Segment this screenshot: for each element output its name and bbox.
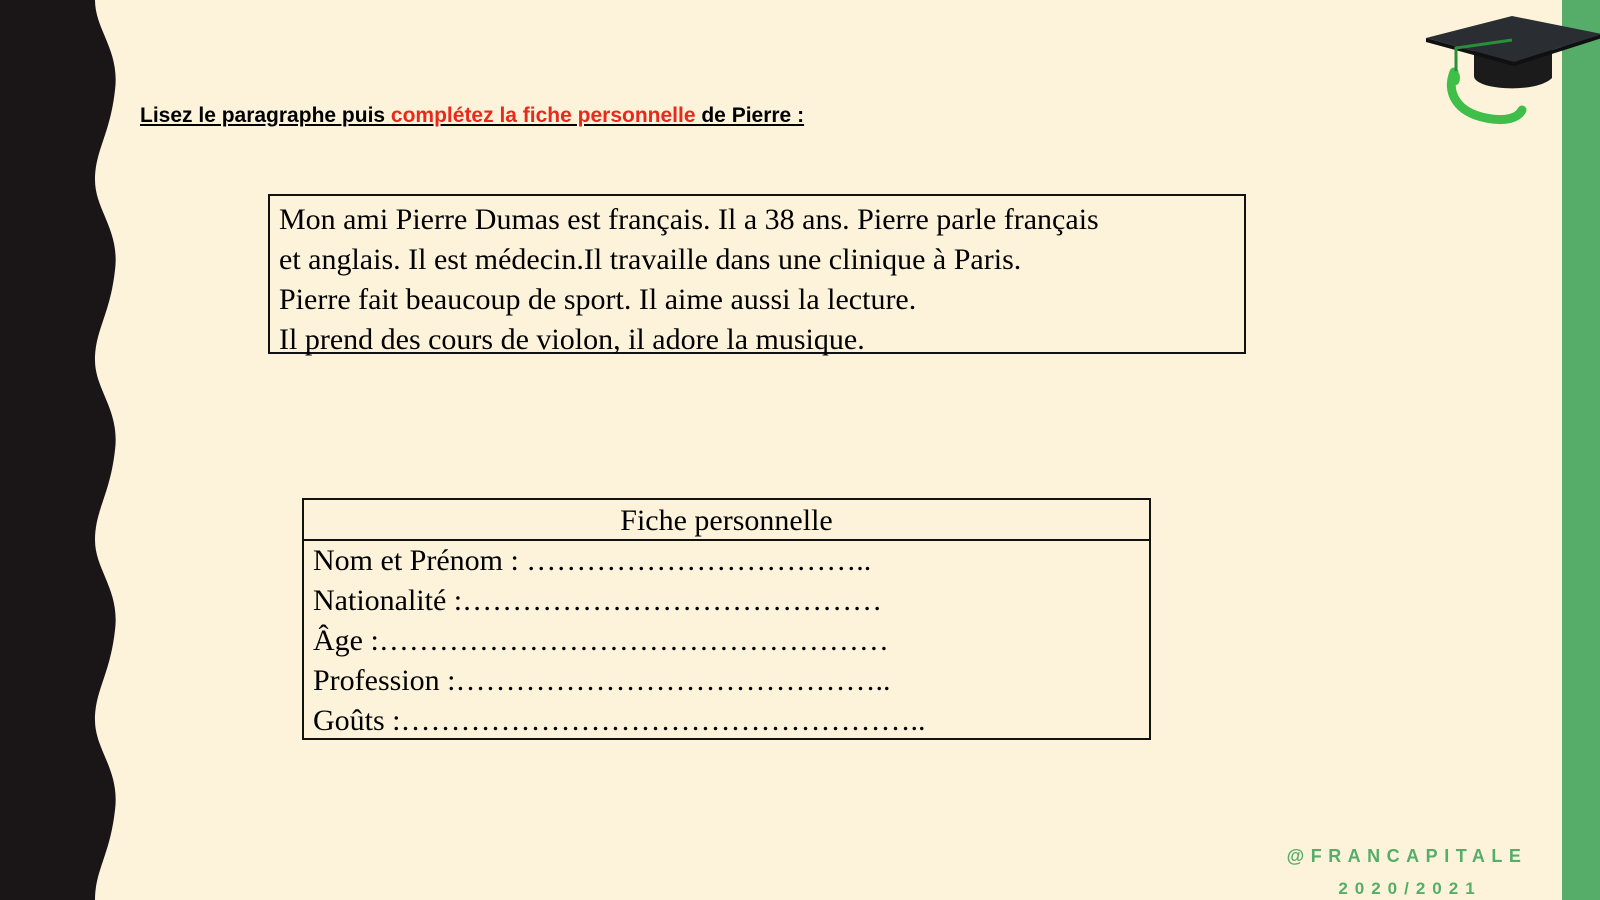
right-accent-bar <box>1562 0 1600 900</box>
graduation-cap-icon <box>1426 14 1600 126</box>
fiche-row-profession: Profession :…………………………………….. <box>313 664 891 697</box>
paragraph-line: et anglais. Il est médecin.Il travaille dans une clinique à Paris. <box>279 243 1022 276</box>
paragraph-line: Mon ami Pierre Dumas est français. Il a 38 ans. Pierre parle français <box>279 203 1099 236</box>
fiche-row-gouts: Goûts :…………………………………………….. <box>313 704 926 737</box>
fiche-row-nom-prenom: Nom et Prénom : …………………………….. <box>313 544 872 577</box>
fiche-personnelle-table <box>302 498 1151 740</box>
fiche-body <box>304 541 1149 741</box>
instruction-highlight: complétez la fiche personnelle <box>390 104 696 127</box>
instruction-part-1: Lisez le paragraphe puis <box>140 104 391 127</box>
left-wave-decoration <box>0 0 130 900</box>
fiche-row-age: Âge :…………………………………………… <box>313 624 889 657</box>
paragraph-line: Il prend des cours de violon, il adore la musique. <box>279 323 865 356</box>
instruction-heading <box>140 104 804 128</box>
instruction-part-3: de Pierre : <box>695 104 805 127</box>
footer-handle: @FRANCAPITALE <box>1286 846 1528 866</box>
fiche-row-nationalite: Nationalité :…………………………………… <box>313 584 883 617</box>
paragraph-line: Pierre fait beaucoup de sport. Il aime aussi la lecture. <box>279 283 917 316</box>
footer-year: 2020/2021 <box>1338 879 1482 898</box>
fiche-title: Fiche personnelle <box>304 500 1149 541</box>
paragraph-box <box>268 194 1246 354</box>
